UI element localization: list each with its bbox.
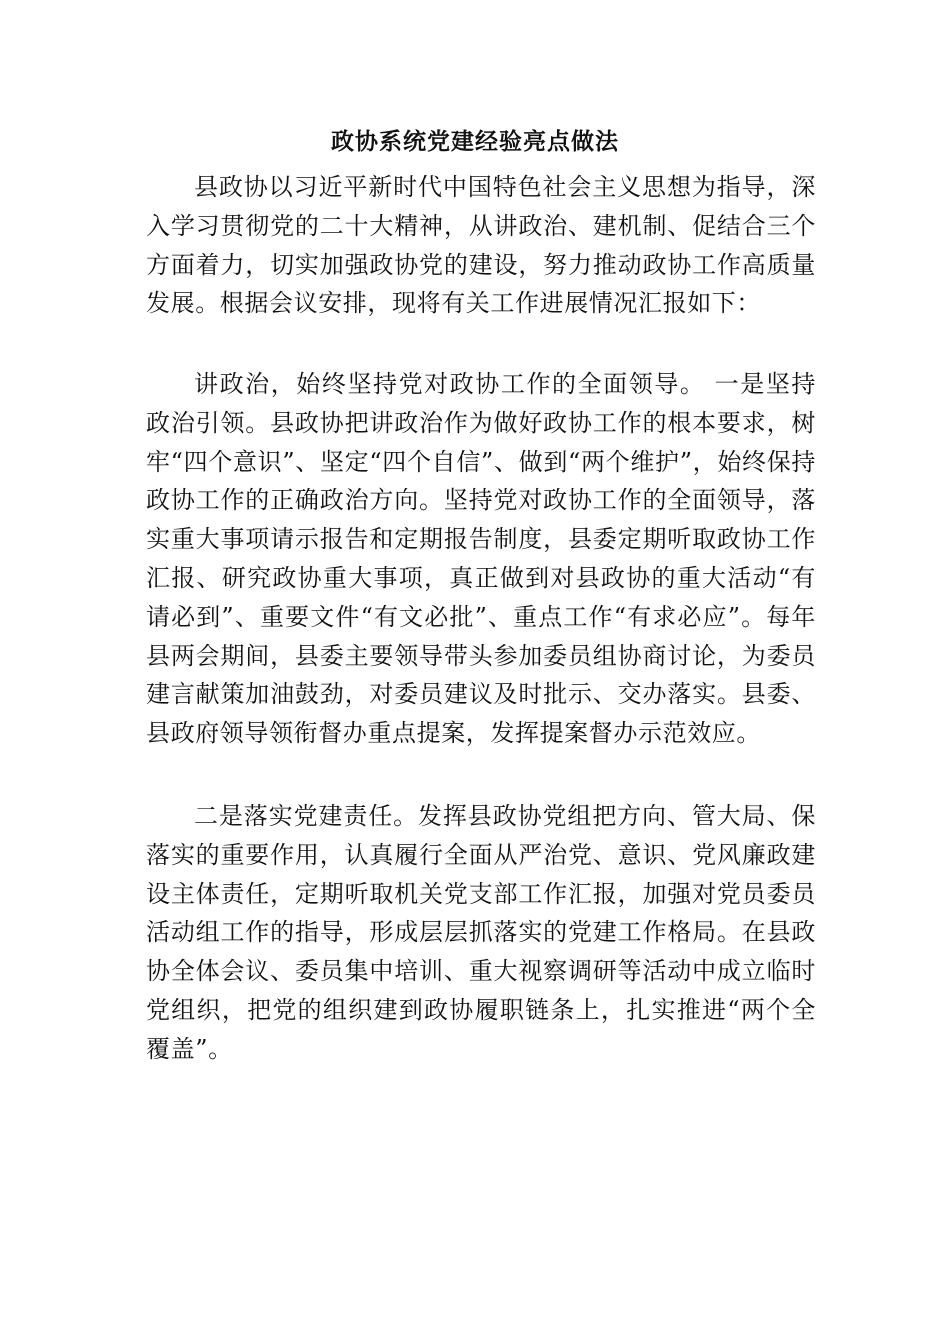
paragraph-political-leadership: 讲政治，始终坚持党对政协工作的全面领导。 一是坚持政治引领。县政协把讲政治作为做好政协工作的根本要求，树牢“四个意识”、坚定“四个自信”、做到“两个维护”，始终保持政协工作的正确政治方向。坚持党对政协工作的全面领导，落实重大事项请示报告和定期报告制度，县委定期听取政协工作汇报、研究政协重大事项，真正做到对县政协的重大活动“有请必到”、重要文件“有文必批”、重点工作“有求必应”。每年县两会期间，县委主要领导带头参加委员组协商讨论，为委员建言献策加油鼓劲，对委员建议及时批示、交办落实。县委、县政府领导领衔督办重点提案，发挥提案督办示范效应。 [146, 370, 816, 748]
paragraph-party-responsibility: 二是落实党建责任。发挥县政协党组把方向、管大局、保落实的重要作用，认真履行全面从严治党、意识、党风廉政建设主体责任，定期听取机关党支部工作汇报，加强对党员委员活动组工作的指导，形成层层抓落实的党建工作格局。在县政协全体会议、委员集中培训、重大视察调研等活动中成立临时党组织，把党的组织建到政协履职链条上，扎实推进“两个全覆盖”。 [146, 802, 816, 1063]
paragraph-intro: 县政协以习近平新时代中国特色社会主义思想为指导，深入学习贯彻党的二十大精神，从讲政治、建机制、促结合三个方面着力，切实加强政协党的建设，努力推动政协工作高质量发展。根据会议安排，现将有关工作进展情况汇报如下： [146, 173, 816, 318]
document-title: 政协系统党建经验亮点做法 [331, 128, 619, 155]
